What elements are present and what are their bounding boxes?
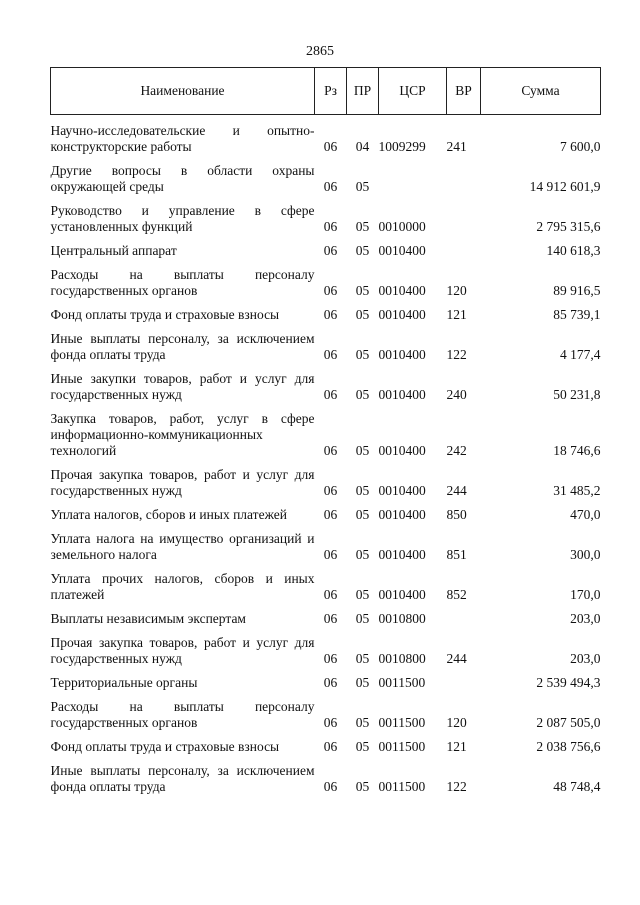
row-spacer-cell: [51, 259, 601, 267]
table-row: [51, 203, 601, 235]
row-spacer: [51, 667, 601, 675]
row-pr: 05: [355, 307, 370, 322]
row-spacer-cell: [51, 755, 601, 763]
row-spacer-cell: [51, 403, 601, 411]
row-spacer: [51, 403, 601, 411]
row-name: Расходы на выплаты персоналу государственных органов: [50, 267, 315, 298]
row-pr: 05: [355, 219, 370, 234]
row-rz: 06: [323, 283, 338, 298]
row-name: Прочая закупка товаров, работ и услуг для государственных нужд: [50, 635, 315, 666]
row-vr: 122: [446, 779, 467, 794]
row-spacer: [51, 755, 601, 763]
row-sum: 203,0: [570, 611, 601, 626]
budget-table: [50, 67, 601, 795]
row-csr: 0011500: [378, 739, 426, 754]
row-csr: 0010400: [378, 387, 426, 402]
row-pr: 05: [355, 243, 370, 258]
row-csr: 0010000: [378, 219, 426, 234]
table-row: [51, 123, 601, 155]
row-name: Уплата налога на имущество организаций и земельного налога: [50, 531, 315, 562]
table-row: [51, 331, 601, 363]
row-pr: 05: [355, 347, 370, 362]
row-vr: 852: [446, 587, 467, 602]
row-pr: 05: [355, 739, 370, 754]
table-row: [51, 467, 601, 499]
row-pr: 05: [355, 587, 370, 602]
row-sum: 2 795 315,6: [536, 219, 601, 234]
row-csr: 0010400: [378, 307, 426, 322]
row-spacer: [51, 195, 601, 203]
row-pr: 05: [355, 387, 370, 402]
header-csr: ЦСР: [379, 68, 447, 115]
row-csr: 0010400: [378, 283, 426, 298]
header-pr: ПР: [347, 68, 379, 115]
row-spacer-cell: [51, 499, 601, 507]
row-spacer-cell: [51, 603, 601, 611]
row-vr: [447, 611, 481, 627]
row-rz: 06: [323, 179, 338, 194]
header-name: Наименование: [51, 68, 315, 115]
header-rz: Рз: [315, 68, 347, 115]
row-vr: [447, 675, 481, 691]
row-pr: 05: [355, 651, 370, 666]
row-pr: 05: [355, 507, 370, 522]
row-pr: 05: [355, 483, 370, 498]
row-name: Руководство и управление в сфере установленных функций: [50, 203, 315, 234]
table-row: [51, 571, 601, 603]
row-csr: 0010400: [378, 443, 426, 458]
row-spacer-cell: [51, 299, 601, 307]
row-name: Центральный аппарат: [50, 243, 177, 258]
table-row: [51, 739, 601, 755]
row-spacer-cell: [51, 627, 601, 635]
row-name: Научно-исследовательские и опытно-конструкторские работы: [50, 123, 315, 154]
row-sum: 203,0: [570, 651, 601, 666]
row-vr: 121: [446, 307, 467, 322]
table-row: [51, 763, 601, 795]
row-vr: [447, 163, 481, 195]
row-name: Территориальные органы: [50, 675, 198, 690]
row-rz: 06: [323, 547, 338, 562]
row-vr: 244: [446, 483, 467, 498]
table-row: [51, 507, 601, 523]
row-csr: 0010400: [378, 507, 426, 522]
header-sum: Сумма: [481, 68, 601, 115]
table-row: [51, 675, 601, 691]
row-spacer: [51, 115, 601, 124]
table-header-row: [51, 68, 601, 115]
row-sum: 170,0: [570, 587, 601, 602]
row-spacer-cell: [51, 115, 601, 124]
row-rz: 06: [323, 219, 338, 234]
row-pr: 05: [355, 611, 370, 626]
row-rz: 06: [323, 243, 338, 258]
row-name: Уплата прочих налогов, сборов и иных платежей: [50, 571, 315, 602]
row-spacer: [51, 299, 601, 307]
row-vr: 122: [446, 347, 467, 362]
row-csr: 1009299: [378, 139, 426, 154]
row-spacer-cell: [51, 563, 601, 571]
row-vr: 851: [446, 547, 467, 562]
row-spacer: [51, 603, 601, 611]
row-rz: 06: [323, 651, 338, 666]
row-name: Выплаты независимым экспертам: [50, 611, 246, 626]
row-vr: 120: [446, 283, 467, 298]
row-name: Фонд оплаты труда и страховые взносы: [50, 739, 280, 754]
row-name: Фонд оплаты труда и страховые взносы: [50, 307, 280, 322]
row-sum: 2 087 505,0: [536, 715, 601, 730]
row-name: Закупка товаров, работ, услуг в сфере информационно-коммуникационных технологий: [50, 411, 315, 458]
row-spacer: [51, 259, 601, 267]
row-rz: 06: [323, 347, 338, 362]
row-name: Иные выплаты персоналу, за исключением фонда оплаты труда: [50, 763, 315, 794]
row-sum: 2 539 494,3: [536, 675, 601, 690]
row-pr: 05: [355, 715, 370, 730]
row-spacer: [51, 363, 601, 371]
row-vr: 244: [446, 651, 467, 666]
row-rz: 06: [323, 779, 338, 794]
row-spacer: [51, 155, 601, 163]
table-row: [51, 243, 601, 259]
row-pr: 05: [355, 179, 370, 194]
row-spacer: [51, 323, 601, 331]
row-vr: 242: [446, 443, 467, 458]
row-name: Иные закупки товаров, работ и услуг для государственных нужд: [50, 371, 315, 402]
row-sum: 50 231,8: [553, 387, 601, 402]
row-spacer-cell: [51, 363, 601, 371]
table-row: [51, 163, 601, 195]
row-csr: 0010800: [378, 611, 426, 626]
row-spacer: [51, 563, 601, 571]
row-spacer: [51, 523, 601, 531]
row-vr: 240: [446, 387, 467, 402]
row-spacer-cell: [51, 667, 601, 675]
table-row: [51, 371, 601, 403]
row-spacer-cell: [51, 731, 601, 739]
table-row: [51, 611, 601, 627]
row-pr: 05: [355, 283, 370, 298]
row-spacer-cell: [51, 155, 601, 163]
row-sum: 7 600,0: [560, 139, 601, 154]
row-vr: [447, 243, 481, 259]
row-rz: 06: [323, 387, 338, 402]
row-sum: 470,0: [570, 507, 601, 522]
row-name: Другие вопросы в области охраны окружающей среды: [50, 163, 315, 194]
table-body: [51, 115, 601, 796]
row-csr: 0011500: [378, 779, 426, 794]
row-sum: 140 618,3: [546, 243, 601, 258]
row-sum: 14 912 601,9: [529, 179, 601, 194]
row-spacer-cell: [51, 323, 601, 331]
row-spacer: [51, 499, 601, 507]
row-name: Уплата налогов, сборов и иных платежей: [50, 507, 287, 522]
row-rz: 06: [323, 715, 338, 730]
row-spacer: [51, 691, 601, 699]
page-number: 2865: [306, 44, 334, 59]
row-pr: 05: [355, 443, 370, 458]
row-name: Прочая закупка товаров, работ и услуг для государственных нужд: [50, 467, 315, 498]
row-rz: 06: [323, 307, 338, 322]
row-spacer-cell: [51, 195, 601, 203]
row-rz: 06: [323, 587, 338, 602]
row-rz: 06: [323, 443, 338, 458]
header-vr: ВР: [447, 68, 481, 115]
row-name: Иные выплаты персоналу, за исключением фонда оплаты труда: [50, 331, 315, 362]
table-row: [51, 267, 601, 299]
row-pr: 05: [355, 779, 370, 794]
table-row: [51, 699, 601, 731]
table-row: [51, 307, 601, 323]
row-spacer-cell: [51, 459, 601, 467]
row-spacer: [51, 627, 601, 635]
row-sum: 4 177,4: [560, 347, 601, 362]
row-pr: 05: [355, 547, 370, 562]
row-spacer: [51, 731, 601, 739]
row-rz: 06: [323, 675, 338, 690]
row-rz: 06: [323, 483, 338, 498]
row-rz: 06: [323, 507, 338, 522]
row-rz: 06: [323, 139, 338, 154]
row-spacer-cell: [51, 691, 601, 699]
row-spacer-cell: [51, 235, 601, 243]
row-csr: 0011500: [378, 675, 426, 690]
row-csr: 0010400: [378, 587, 426, 602]
row-csr: [379, 163, 447, 195]
row-vr: [447, 203, 481, 235]
row-sum: 48 748,4: [553, 779, 601, 794]
row-csr: 0010400: [378, 483, 426, 498]
table-row: [51, 635, 601, 667]
row-vr: 241: [446, 139, 467, 154]
row-rz: 06: [323, 611, 338, 626]
row-spacer: [51, 235, 601, 243]
row-spacer-cell: [51, 523, 601, 531]
row-name: Расходы на выплаты персоналу государственных органов: [50, 699, 315, 730]
row-spacer: [51, 459, 601, 467]
row-pr: 04: [355, 139, 370, 154]
row-vr: 120: [446, 715, 467, 730]
row-sum: 18 746,6: [553, 443, 601, 458]
row-csr: 0010400: [378, 243, 426, 258]
row-csr: 0010400: [378, 347, 426, 362]
row-csr: 0010800: [378, 651, 426, 666]
row-sum: 89 916,5: [553, 283, 601, 298]
row-csr: 0011500: [378, 715, 426, 730]
row-pr: 05: [355, 675, 370, 690]
row-sum: 2 038 756,6: [536, 739, 601, 754]
row-rz: 06: [323, 739, 338, 754]
row-sum: 85 739,1: [553, 307, 601, 322]
table-row: [51, 411, 601, 459]
row-sum: 300,0: [570, 547, 601, 562]
row-csr: 0010400: [378, 547, 426, 562]
row-vr: 850: [446, 507, 467, 522]
row-sum: 31 485,2: [553, 483, 601, 498]
row-vr: 121: [446, 739, 467, 754]
table-row: [51, 531, 601, 563]
